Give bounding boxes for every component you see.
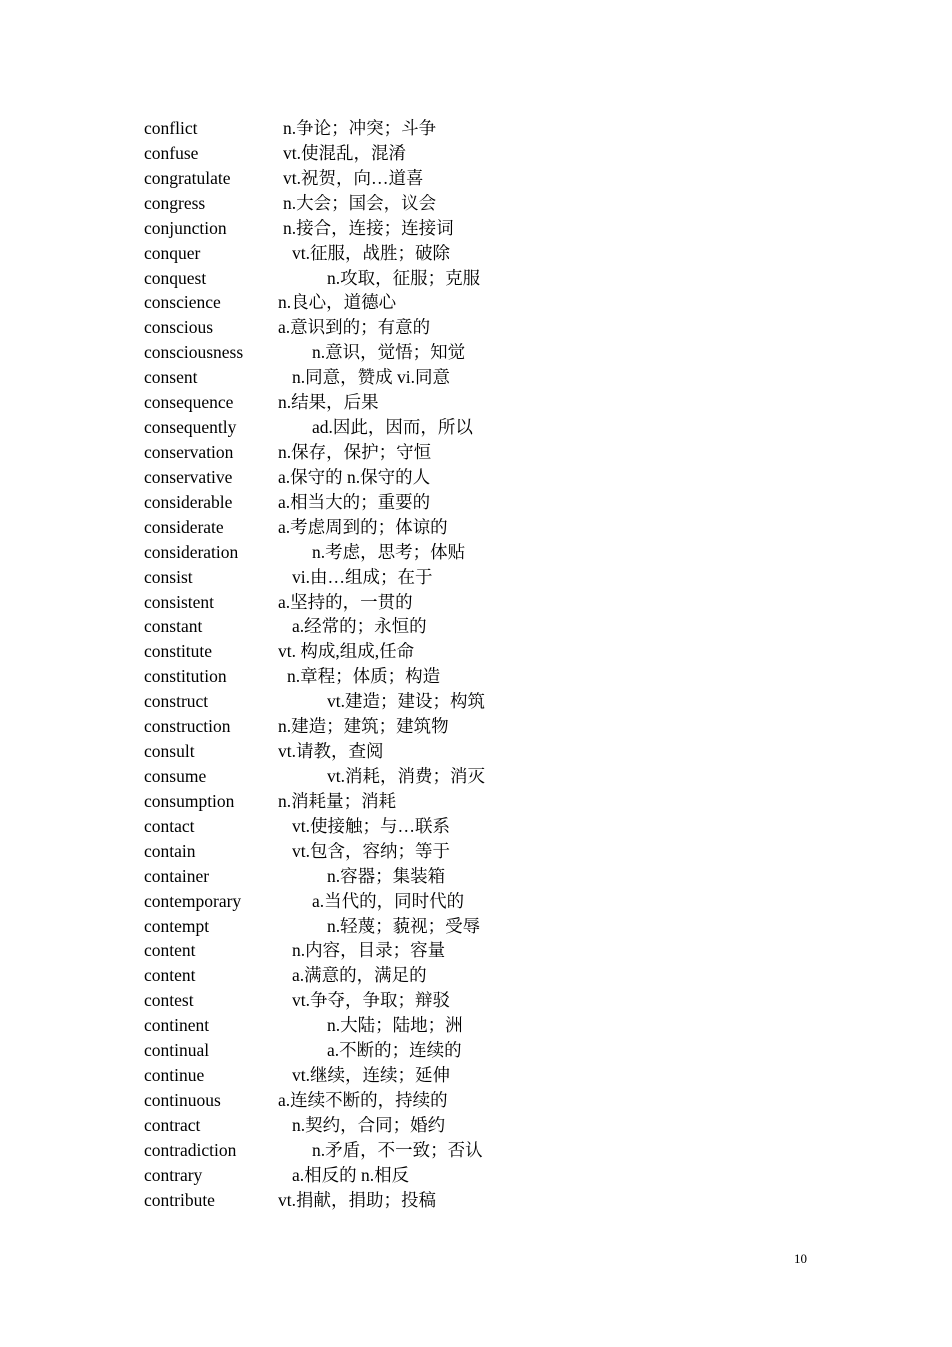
entry-word: constitution — [144, 666, 227, 687]
entry-word: constant — [144, 616, 203, 637]
entry-definition: a.满意的，满足的 — [292, 965, 427, 986]
entry-word: consideration — [144, 541, 239, 562]
entry-word: congratulate — [144, 167, 231, 188]
entry-word: contempt — [144, 915, 210, 936]
entry-definition: a.考虑周到的；体谅的 — [278, 516, 448, 537]
entry-definition: n.保存，保护；守恒 — [278, 441, 432, 462]
vocab-entry — [0, 814, 952, 839]
entry-word: considerable — [144, 491, 233, 512]
page-number: 10 — [794, 1251, 807, 1266]
entry-word: consciousness — [144, 342, 244, 363]
entry-word: consult — [144, 741, 195, 762]
vocab-entry — [0, 415, 952, 440]
vocab-entry — [0, 1013, 952, 1038]
entry-word: construct — [144, 691, 209, 712]
vocab-entry — [0, 365, 952, 390]
entry-word: continue — [144, 1065, 205, 1086]
entry-word: constitute — [144, 641, 213, 662]
vocab-entry — [0, 1113, 952, 1138]
entry-definition: a.不断的；连续的 — [327, 1040, 462, 1061]
entry-definition: n.争论；冲突；斗争 — [283, 118, 437, 138]
vocab-entry — [0, 764, 952, 789]
entry-definition: n.容器；集装箱 — [327, 865, 446, 886]
vocab-entry — [0, 515, 952, 540]
vocab-entry — [0, 465, 952, 490]
vocab-entry — [0, 116, 952, 141]
entry-definition: n.消耗量；消耗 — [278, 790, 397, 811]
entry-word: contact — [144, 815, 195, 836]
entry-definition: n.大陆；陆地；洲 — [327, 1015, 463, 1036]
entry-word: consistent — [144, 591, 214, 612]
entry-word: conservation — [144, 441, 234, 462]
vocabulary-list — [0, 116, 952, 1213]
entry-definition: n.章程；体质；构造 — [287, 666, 441, 687]
entry-definition: vt.祝贺，向…道喜 — [283, 167, 424, 188]
vocab-entry — [0, 714, 952, 739]
entry-word: continual — [144, 1040, 210, 1061]
entry-definition: n.轻蔑；藐视；受辱 — [327, 915, 481, 936]
entry-definition: n.内容，目录；容量 — [292, 940, 446, 961]
entry-definition: vt.使混乱，混淆 — [283, 142, 406, 163]
entry-definition: n.契约，合同；婚约 — [292, 1114, 446, 1135]
vocab-entry — [0, 241, 952, 266]
entry-word: content — [144, 965, 196, 986]
vocab-entry — [0, 739, 952, 764]
entry-word: conflict — [144, 118, 198, 138]
vocab-entry — [0, 789, 952, 814]
entry-word: content — [144, 940, 196, 961]
vocab-entry — [0, 689, 952, 714]
vocab-entry — [0, 1163, 952, 1188]
entry-word: contradiction — [144, 1139, 237, 1160]
entry-definition: vt.建造；建设；构筑 — [327, 691, 485, 712]
entry-definition: a.经常的；永恒的 — [292, 616, 427, 637]
entry-word: consume — [144, 765, 207, 786]
entry-word: contemporary — [144, 890, 242, 911]
vocab-entry — [0, 914, 952, 939]
entry-word: confuse — [144, 142, 199, 163]
entry-word: conservative — [144, 466, 233, 487]
entry-definition: a.意识到的；有意的 — [278, 317, 431, 338]
entry-definition: vt.包含，容纳；等于 — [292, 840, 450, 861]
entry-word: contain — [144, 840, 196, 861]
vocab-entry — [0, 1188, 952, 1213]
vocab-entry — [0, 889, 952, 914]
vocab-entry — [0, 864, 952, 889]
vocab-entry — [0, 1038, 952, 1063]
entry-definition: n.考虑，思考；体贴 — [312, 541, 466, 562]
entry-word: conjunction — [144, 217, 227, 238]
entry-definition: n.同意，赞成 vi.同意 — [292, 367, 450, 388]
entry-definition: a.坚持的，一贯的 — [278, 591, 413, 612]
entry-word: continent — [144, 1015, 210, 1036]
entry-definition: n.结果，后果 — [278, 392, 379, 413]
vocab-entry — [0, 490, 952, 515]
entry-word: consumption — [144, 790, 235, 811]
vocab-entry — [0, 1088, 952, 1113]
vocab-entry — [0, 639, 952, 664]
entry-word: conscious — [144, 317, 214, 338]
entry-definition: a.当代的，同时代的 — [312, 890, 465, 911]
entry-definition: vt.请教，查阅 — [278, 741, 384, 762]
entry-definition: vt.继续，连续；延伸 — [292, 1065, 450, 1086]
entry-word: conquest — [144, 267, 207, 288]
entry-definition: ad.因此，因而，所以 — [312, 417, 473, 438]
vocab-entry — [0, 166, 952, 191]
entry-word: construction — [144, 716, 231, 737]
entry-definition: n.攻取，征服；克服 — [327, 267, 481, 288]
entry-definition: vt.争夺，争取；辩驳 — [292, 990, 450, 1011]
entry-definition: n.意识，觉悟；知觉 — [312, 342, 466, 363]
entry-word: consent — [144, 367, 198, 388]
vocab-entry — [0, 315, 952, 340]
entry-word: contrary — [144, 1164, 203, 1185]
vocab-entry — [0, 540, 952, 565]
vocab-entry — [0, 1063, 952, 1088]
entry-word: conquer — [144, 242, 201, 263]
entry-definition: a.相当大的；重要的 — [278, 491, 431, 512]
entry-definition: n.接合，连接；连接词 — [283, 217, 454, 238]
vocab-entry — [0, 440, 952, 465]
vocab-entry — [0, 266, 952, 291]
vocab-entry — [0, 839, 952, 864]
entry-definition: vt.使接触；与…联系 — [292, 815, 450, 836]
entry-word: container — [144, 865, 210, 886]
vocab-entry — [0, 290, 952, 315]
vocab-entry — [0, 614, 952, 639]
entry-definition: vt.捐献，捐助；投稿 — [278, 1189, 436, 1210]
entry-word: contract — [144, 1114, 201, 1135]
entry-definition: vi.由…组成；在于 — [292, 566, 433, 587]
vocab-entry — [0, 191, 952, 216]
vocab-entry — [0, 664, 952, 689]
vocab-entry — [0, 988, 952, 1013]
entry-word: consequently — [144, 417, 237, 438]
vocab-entry — [0, 340, 952, 365]
entry-word: conscience — [144, 292, 221, 313]
entry-word: considerate — [144, 516, 224, 537]
vocab-entry — [0, 938, 952, 963]
vocab-entry — [0, 590, 952, 615]
entry-definition: vt.征服，战胜；破除 — [292, 242, 450, 263]
vocab-entry — [0, 565, 952, 590]
entry-definition: vt.消耗，消费；消灭 — [327, 765, 485, 786]
entry-word: congress — [144, 192, 206, 213]
entry-word: consist — [144, 566, 193, 587]
entry-definition: n.良心，道德心 — [278, 292, 397, 313]
vocab-entry — [0, 216, 952, 241]
entry-definition: n.大会；国会，议会 — [283, 192, 437, 213]
entry-word: continuous — [144, 1089, 221, 1110]
entry-definition: n.矛盾，不一致；否认 — [312, 1139, 483, 1160]
entry-definition: vt. 构成,组成,任命 — [278, 641, 415, 662]
entry-word: contribute — [144, 1189, 215, 1210]
entry-definition: n.建造；建筑；建筑物 — [278, 716, 449, 737]
entry-word: consequence — [144, 392, 234, 413]
entry-definition: a.保守的 n.保守的人 — [278, 466, 431, 487]
vocab-entry — [0, 141, 952, 166]
entry-definition: a.连续不断的，持续的 — [278, 1089, 448, 1110]
vocab-entry — [0, 963, 952, 988]
entry-definition: a.相反的 n.相反 — [292, 1164, 410, 1185]
entry-word: contest — [144, 990, 194, 1011]
vocab-entry — [0, 390, 952, 415]
vocab-entry — [0, 1138, 952, 1163]
